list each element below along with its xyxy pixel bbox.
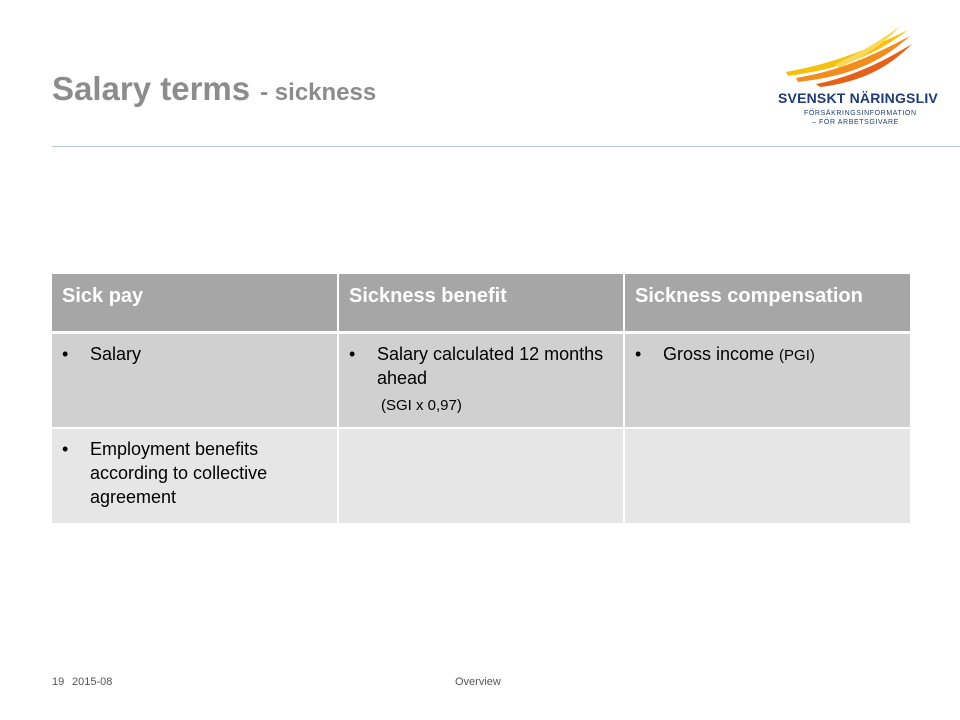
table-row [52,428,910,524]
table-cell-empty [338,428,624,524]
table-cell-empty [624,428,910,524]
title-main: Salary terms [52,70,251,107]
header-sickness-compensation: Sickness compensation [624,274,910,332]
slide-number: 19 [52,676,65,688]
logo [776,24,938,134]
table-cell [624,332,910,428]
bullet-item [62,342,327,366]
bullet-icon: • [349,343,356,364]
cell-text: Salary calculated 12 months ahead [377,343,604,388]
logo-brand: SVENSKT NÄRINGSLIV [778,90,938,106]
cell-text: Employment benefits according to collective agreement [90,439,268,507]
logo-tagline-1: FÖRSÄKRINGSINFORMATION [804,110,917,117]
bullet-item [349,342,613,418]
logo-wings-icon [776,24,916,90]
cell-abbrev: (PGI) [779,346,815,364]
salary-terms-table [52,274,910,525]
cell-note: (SGI x 0,97) [381,396,462,414]
page-title [52,70,376,108]
table-row [52,332,910,428]
header-sickness-benefit: Sickness benefit [338,274,624,332]
table-cell [52,332,338,428]
slide-date: 2015-08 [72,676,113,688]
title-divider [52,146,960,147]
bullet-item [62,437,327,509]
table-cell [52,428,338,524]
table-header-row [52,274,910,332]
bullet-icon: • [62,343,69,364]
table-cell [338,332,624,428]
cell-text: Salary [90,343,142,364]
bullet-icon: • [62,439,69,459]
title-subtitle: - sickness [260,79,377,106]
footer-title: Overview [455,676,501,688]
bullet-item [635,342,900,368]
header-sick-pay: Sick pay [52,274,338,332]
bullet-icon: • [635,343,642,364]
cell-text: Gross income [663,343,780,364]
logo-tagline-2: – FÖR ARBETSGIVARE [812,119,899,126]
